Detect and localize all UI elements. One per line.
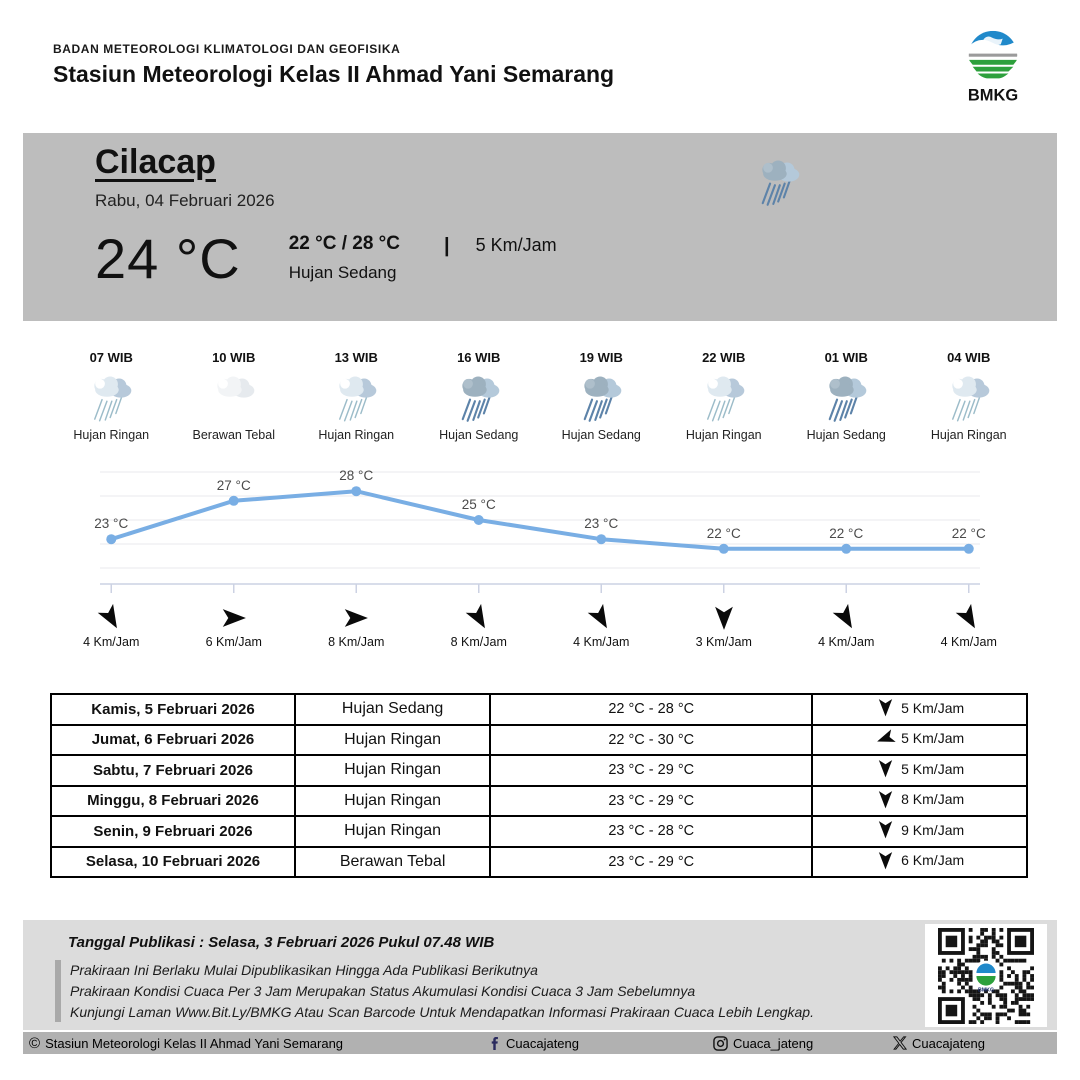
wind-direction-arrow-icon	[582, 599, 620, 637]
hourly-forecast	[50, 350, 1030, 442]
x-text: Cuacajateng	[912, 1035, 985, 1051]
facebook-handle[interactable]	[488, 1032, 579, 1054]
wind-direction-arrow-icon	[875, 697, 896, 718]
wind-item	[50, 604, 173, 649]
instagram-handle[interactable]	[713, 1032, 813, 1054]
rain-cloud-icon	[753, 156, 805, 208]
temperature-range: 22 °C / 28 °C	[288, 233, 400, 254]
wind-item	[295, 604, 418, 649]
wind-speed: 4 Km/Jam	[573, 635, 630, 649]
wind-speed: 4 Km/Jam	[83, 635, 140, 649]
day-wind	[812, 816, 1027, 847]
table-row	[51, 816, 1027, 847]
wind-speed: 9 Km/Jam	[901, 821, 965, 838]
table-row	[51, 725, 1027, 756]
day-date: Kamis, 5 Februari 2026	[51, 694, 295, 725]
wind-direction-arrow-icon	[875, 850, 896, 871]
facebook-icon	[488, 1036, 501, 1051]
day-condition: Hujan Ringan	[295, 725, 490, 756]
city-name: Cilacap	[95, 143, 216, 181]
daily-forecast-table	[50, 693, 1028, 878]
day-date: Minggu, 8 Februari 2026	[51, 786, 295, 817]
agency-name: BADAN METEOROLOGI KLIMATOLOGI DAN GEOFISIKA	[53, 42, 401, 56]
wind-direction-arrow-icon	[92, 599, 130, 637]
svg-text:22 °C: 22 °C	[951, 525, 986, 541]
day-wind	[812, 847, 1027, 878]
condition-label: Berawan Tebal	[192, 428, 275, 442]
hour-label: 01 WIB	[824, 350, 868, 365]
day-temp-range: 23 °C - 29 °C	[490, 755, 812, 786]
condition-label: Hujan Ringan	[73, 428, 150, 442]
social-bar	[23, 1032, 1057, 1054]
hourly-item	[418, 350, 541, 442]
weather-icon	[698, 372, 750, 424]
wind-item	[908, 604, 1031, 649]
day-temp-range: 22 °C - 30 °C	[490, 725, 812, 756]
qr-code	[925, 924, 1047, 1027]
wind-direction-arrow-icon	[872, 725, 899, 752]
table-row	[51, 786, 1027, 817]
day-date: Senin, 9 Februari 2026	[51, 816, 295, 847]
wind-item	[785, 604, 908, 649]
wind-item	[540, 604, 663, 649]
wind-speed: 8 Km/Jam	[901, 791, 965, 808]
wind-direction-arrow-icon	[827, 599, 865, 637]
wind-speed: 4 Km/Jam	[940, 635, 997, 649]
hourly-item	[50, 350, 173, 442]
banner-main	[95, 221, 557, 297]
svg-text:23 °C: 23 °C	[94, 516, 129, 532]
svg-text:23 °C: 23 °C	[584, 516, 619, 532]
hourly-item	[173, 350, 296, 442]
instagram-icon	[713, 1036, 728, 1051]
wind-speed: 3 Km/Jam	[695, 635, 752, 649]
weather-icon	[208, 372, 260, 424]
footer-note: Prakiraan Kondisi Cuaca Per 3 Jam Merupakan Status Akumulasi Kondisi Cuaca 3 Jam Sebelumnya	[70, 983, 696, 999]
day-condition: Hujan Ringan	[295, 755, 490, 786]
weather-icon	[85, 372, 137, 424]
qr-code-icon	[938, 928, 1034, 1024]
table-row	[51, 694, 1027, 725]
copyright-text: Stasiun Meteorologi Kelas II Ahmad Yani Semarang	[45, 1035, 344, 1051]
hour-label: 13 WIB	[334, 350, 378, 365]
wind-direction-arrow-icon	[220, 604, 248, 632]
wind-direction-arrow-icon	[875, 758, 896, 779]
hour-label: 04 WIB	[947, 350, 991, 365]
separator: |	[444, 235, 450, 257]
condition-label: Hujan Ringan	[318, 428, 395, 442]
instagram-text: Cuaca_jateng	[733, 1035, 814, 1051]
hour-label: 10 WIB	[212, 350, 256, 365]
svg-text:25 °C: 25 °C	[461, 497, 496, 512]
condition-label: Hujan Sedang	[561, 428, 641, 442]
hour-label: 07 WIB	[89, 350, 133, 365]
day-date: Selasa, 10 Februari 2026	[51, 847, 295, 878]
svg-text:22 °C: 22 °C	[829, 525, 864, 541]
hour-label: 19 WIB	[579, 350, 623, 365]
day-condition: Hujan Ringan	[295, 816, 490, 847]
wind-item	[173, 604, 296, 649]
svg-text:BMKG: BMKG	[977, 986, 995, 993]
weather-icon	[575, 372, 627, 424]
weather-icon	[943, 372, 995, 424]
x-icon	[893, 1036, 907, 1050]
table-row	[51, 847, 1027, 878]
hourly-item	[540, 350, 663, 442]
header	[53, 42, 614, 88]
wind-speed: 8 Km/Jam	[450, 635, 507, 649]
day-temp-range: 23 °C - 29 °C	[490, 847, 812, 878]
current-wind-speed: 5 Km/Jam	[475, 235, 557, 255]
hour-label: 16 WIB	[457, 350, 501, 365]
facebook-text: Cuacajateng	[506, 1035, 579, 1051]
copyright-icon: ©	[29, 1034, 41, 1052]
svg-text:22 °C: 22 °C	[706, 525, 741, 541]
current-weather-banner	[23, 133, 1057, 321]
wind-direction-arrow-icon	[950, 599, 988, 637]
wind-speed: 5 Km/Jam	[901, 730, 965, 747]
day-date: Sabtu, 7 Februari 2026	[51, 755, 295, 786]
footer-note: Prakiraan Ini Berlaku Mulai Dipublikasikan Hingga Ada Publikasi Berikutnya	[70, 962, 538, 978]
day-temp-range: 22 °C - 28 °C	[490, 694, 812, 725]
day-condition: Hujan Sedang	[295, 694, 490, 725]
weather-icon	[820, 372, 872, 424]
day-date: Jumat, 6 Februari 2026	[51, 725, 295, 756]
wind-direction-arrow-icon	[460, 599, 498, 637]
current-condition: Hujan Sedang	[288, 263, 397, 282]
svg-text:BMKG: BMKG	[967, 86, 1019, 105]
day-temp-range: 23 °C - 29 °C	[490, 786, 812, 817]
wind-speed: 6 Km/Jam	[205, 635, 262, 649]
day-wind	[812, 755, 1027, 786]
footer-notes	[70, 960, 814, 1023]
wind-speed: 8 Km/Jam	[328, 635, 385, 649]
wind-speed: 5 Km/Jam	[901, 699, 965, 716]
current-temperature: 24 °C	[95, 227, 241, 290]
hourly-item	[908, 350, 1031, 442]
svg-text:28 °C: 28 °C	[339, 468, 374, 484]
weather-icon	[453, 372, 505, 424]
hourly-item	[785, 350, 908, 442]
day-wind	[812, 786, 1027, 817]
wind-direction-arrow-icon	[710, 604, 738, 632]
condition-label: Hujan Ringan	[930, 428, 1007, 442]
wind-direction-arrow-icon	[875, 789, 896, 810]
banner-date: Rabu, 04 Februari 2026	[95, 191, 275, 210]
wind-direction-arrow-icon	[342, 604, 370, 632]
table-row	[51, 755, 1027, 786]
footer-note: Kunjungi Laman Www.Bit.Ly/BMKG Atau Scan Barcode Untuk Mendapatkan Informasi Prakiraan Cuaca Lebih Lengkap.	[70, 1004, 814, 1020]
station-title: Stasiun Meteorologi Kelas II Ahmad Yani Semarang	[53, 61, 615, 87]
day-wind	[812, 694, 1027, 725]
temperature-chart	[50, 462, 1030, 602]
condition-label: Hujan Ringan	[685, 428, 762, 442]
wind-item	[663, 604, 786, 649]
wind-speed: 6 Km/Jam	[901, 852, 965, 869]
condition-label: Hujan Sedang	[439, 428, 519, 442]
wind-item	[418, 604, 541, 649]
x-handle[interactable]	[893, 1032, 985, 1054]
condition-label: Hujan Sedang	[806, 428, 886, 442]
wind-speed: 5 Km/Jam	[901, 760, 965, 777]
day-wind	[812, 725, 1027, 756]
day-condition: Hujan Ringan	[295, 786, 490, 817]
hourly-item	[295, 350, 418, 442]
wind-direction-arrow-icon	[875, 819, 896, 840]
svg-text:27 °C: 27 °C	[216, 477, 251, 493]
day-condition: Berawan Tebal	[295, 847, 490, 878]
wind-row	[50, 604, 1030, 649]
publication-date: Tanggal Publikasi : Selasa, 3 Februari 2026 Pukul 07.48 WIB	[68, 934, 495, 951]
footer	[23, 920, 1057, 1030]
weather-icon	[330, 372, 382, 424]
bmkg-logo-icon	[962, 26, 1024, 105]
notes-accent-bar	[55, 960, 61, 1022]
hourly-item	[663, 350, 786, 442]
copyright	[29, 1032, 343, 1054]
wind-speed: 4 Km/Jam	[818, 635, 875, 649]
hour-label: 22 WIB	[702, 350, 746, 365]
bmkg-logo	[962, 26, 1024, 110]
day-temp-range: 23 °C - 28 °C	[490, 816, 812, 847]
